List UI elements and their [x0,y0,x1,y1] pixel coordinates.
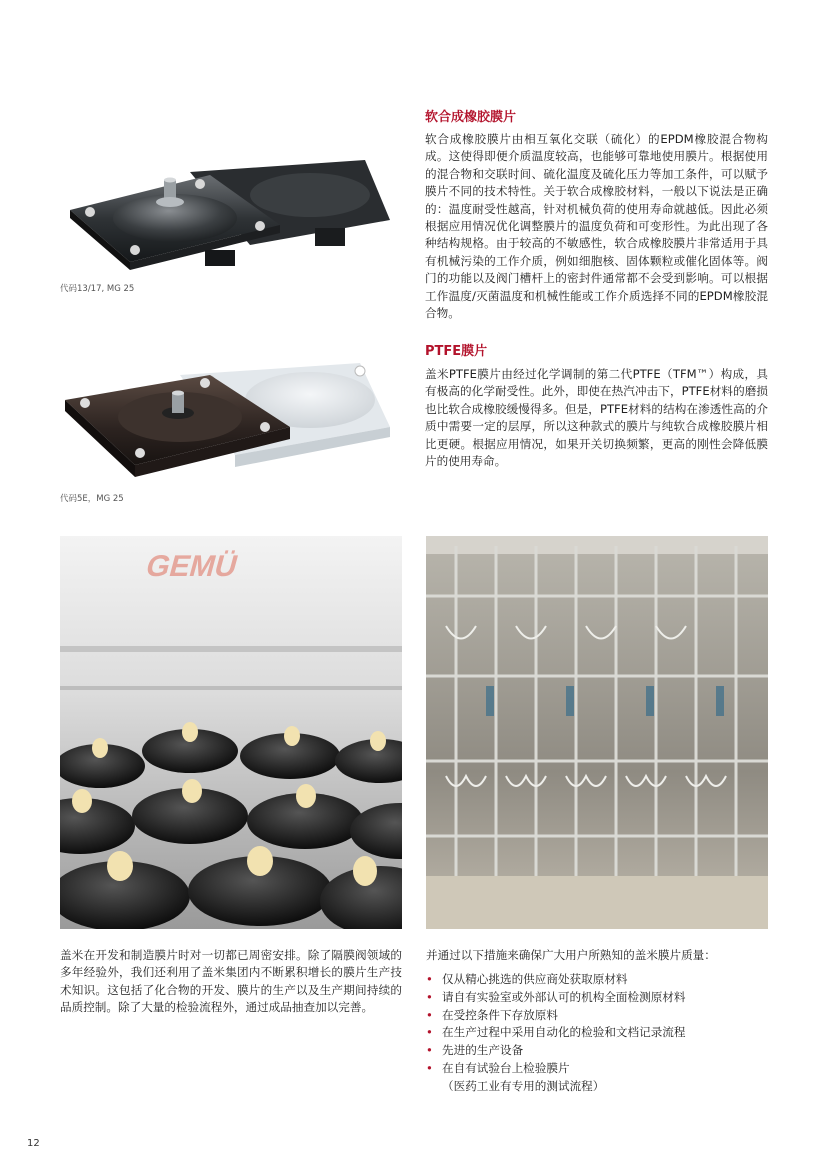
page-number: 12 [27,1138,40,1149]
ptfe-section-paragraph: 盖米PTFE膜片由经过化学调制的第二代PTFE（TFM™）构成，具有极高的化学耐受性。此外，即使在热汽冲击下，PTFE材料的磨损也比软合成橡胶缓慢得多。但是，PTFE材料的结构在渗透性高的介质中需要一定的层厚，所以这种款式的膜片与纯软合成橡胶膜片相比更硬。根据应用情况，如果开关切换频繁，更高的刚性会降低膜片的使用寿命。 [425,367,768,469]
list-item-text: 在受控条件下存放原料 [442,1007,558,1022]
bullet-marker: • [426,1060,433,1075]
quality-measures-list [426,971,768,1096]
list-item-note [426,1078,768,1096]
bullet-marker: • [426,972,433,986]
list-item-text: 在生产过程中采用自动化的检验和文档记录流程 [442,1025,686,1040]
list-item-note-text: （医药工业有专用的测试流程） [442,1078,605,1093]
list-item-text: 在自有试验台上检验膜片 [442,1060,570,1075]
epdm-photo-caption: 代码13/17, MG 25 [60,284,135,294]
ptfe-photo-caption: 代码5E，MG 25 [60,494,124,504]
ptfe-section-title: PTFE膜片 [425,344,488,359]
list-item [426,1042,768,1060]
epdm-section-paragraph: 软合成橡胶膜片由相互氧化交联（硫化）的EPDM橡胶混合物构成。这使得即便介质温度较高，也能够可靠地使用膜片。根据使用的混合物和交联时间、硫化温度及硫化压力等加工条件，可以赋予膜片不同的技术特性。关于软合成橡胶材料，一般以下说法是正确的：温度耐受性越高，针对机械负荷的使用寿命就越低。因此必须根据应用情况优化调整膜片的温度负荷和可变形性。为此出现了各种结构规格。由于较高的不敏感性，软合成橡胶膜片非常适用于具有机械污染的工作介质，例如细胞核、固体颗粒或催化固体等。阀门的功能以及阀门槽杆上的密封件通常都不会受到影响。可以根据工作温度/灭菌温度和机械性能或工作介质选择不同的EPDM橡胶混合物。 [425,132,768,321]
list-item [426,1024,768,1042]
list-item [426,1007,768,1025]
ptfe-diaphragm-photo [60,355,400,490]
quality-intro-paragraph: 盖米在开发和制造膜片时对一切都已周密安排。除了隔膜阀领域的多年经验外，我们还利用了盖米集团内不断累积增长的膜片生产技术知识。这包括了化合物的开发、膜片的生产以及生产期间持续的品质控制。除了大量的检验流程外，通过成品抽查加以完善。 [60,948,402,1015]
list-item [426,989,768,1007]
bullet-marker: • [426,1007,433,1022]
list-item-text: 请自有实验室或外部认可的机构全面检测原材料 [442,989,686,1004]
diaphragm-production-photo [60,536,402,929]
epdm-section-title: 软合成橡胶膜片 [425,110,517,125]
epdm-diaphragm-photo [60,150,400,280]
bullet-marker: • [426,1043,433,1058]
quality-measures-intro: 并通过以下措施来确保广大用户所熟知的盖米膜片质量： [426,948,716,962]
list-item [426,971,768,989]
list-item-text: 仅从精心挑选的供应商处获取原材料 [442,972,628,986]
bullet-marker: • [426,1025,433,1040]
list-item [426,1060,768,1078]
gemu-logo: GEMÜ [142,549,242,583]
bullet-marker: • [426,989,433,1004]
pharma-installation-photo [426,536,768,929]
list-item-text: 先进的生产设备 [442,1043,524,1058]
